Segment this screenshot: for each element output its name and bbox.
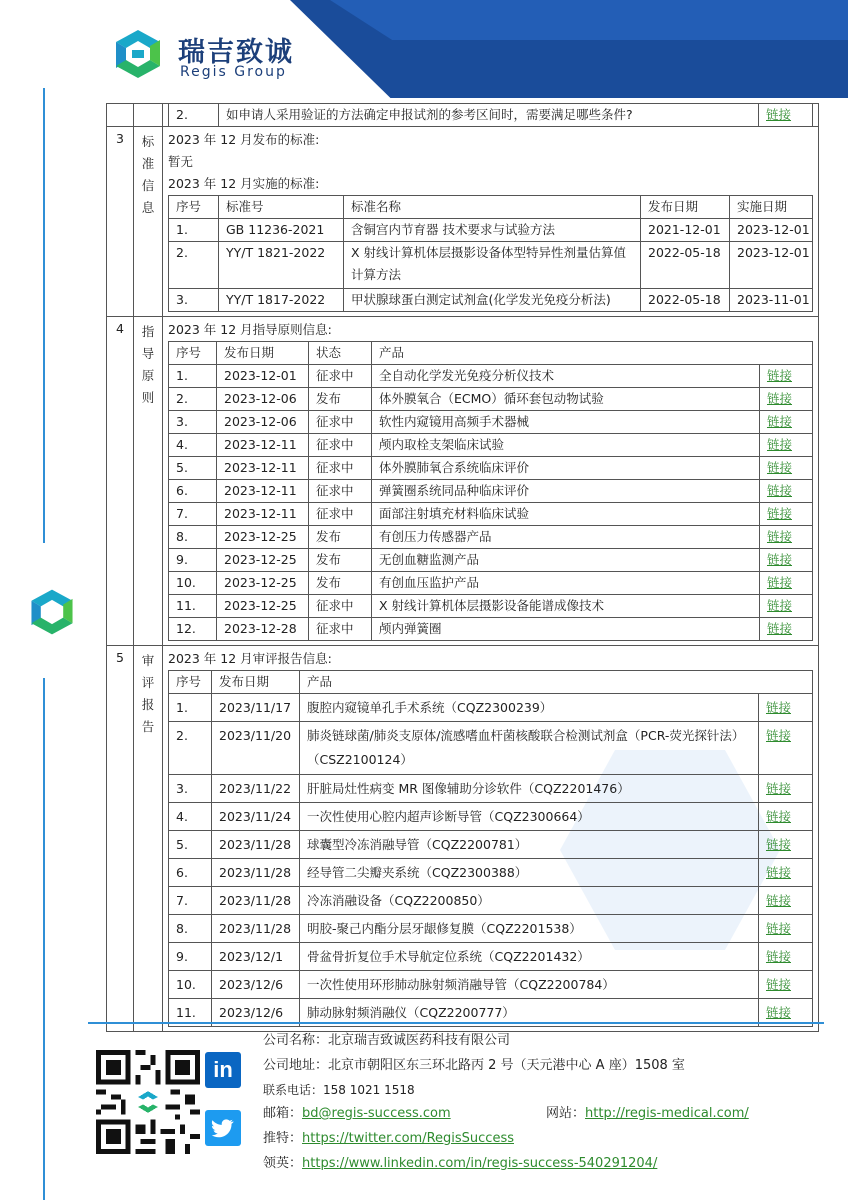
section-review-reports	[107, 646, 819, 1032]
guideline-link[interactable]: 链接	[766, 437, 792, 452]
table-row: 2. YY/T 1821-2022 X 射线计算机体层摄影设备体型特异性剂量估算值计算方法 2022-05-18 2023-12-01	[169, 242, 813, 289]
twitter-label: 推特：	[263, 1131, 303, 1146]
email-label: 邮箱：	[263, 1106, 303, 1121]
table-row: 1. GB 11236-2021 含铜宫内节育器 技术要求与试验方法 2021-12-01 2023-12-01	[169, 219, 813, 242]
table-row: 4. 2023-12-11 征求中 颅内取栓支架临床试验 链接	[169, 434, 813, 457]
table-row: 10. 2023/12/6 一次性使用环形肺动脉射频消融导管（CQZ2200784） 链接	[169, 971, 813, 999]
table-row: 8. 2023/11/28 明胶-聚己内酯分层牙龈修复膜（CQZ2201538） 链接	[169, 915, 813, 943]
guideline-link[interactable]: 链接	[766, 598, 792, 613]
table-row: 1. 2023-12-01 征求中 全自动化学发光免疫分析仪技术 链接	[169, 365, 813, 388]
table-row: 11. 2023-12-25 征求中 X 射线计算机体层摄影设备能谱成像技术 链接	[169, 595, 813, 618]
table-row: 10. 2023-12-25 发布 有创血压监护产品 链接	[169, 572, 813, 595]
guideline-link[interactable]: 链接	[766, 552, 792, 567]
table-row: 1. 2023/11/17 腹腔内窥镜单孔手术系统（CQZ2300239） 链接	[169, 694, 813, 722]
table-header: 序号 发布日期 状态 产品	[169, 342, 813, 365]
published-title: 2023 年 12 月发布的标准:	[168, 132, 320, 147]
report-link[interactable]: 链接	[765, 837, 791, 852]
table-row: 3. YY/T 1817-2022 甲状腺球蛋白测定试剂盒(化学发光免疫分析法) 2022-05-18 2023-11-01	[169, 289, 813, 312]
section-category: 审 评 报 告	[134, 646, 163, 1032]
brand-name-en: Regis Group	[180, 64, 287, 80]
table-header: 序号 发布日期 产品	[169, 671, 813, 694]
guidelines-table	[168, 341, 813, 641]
brand-name-cn: 瑞吉致诚	[178, 37, 294, 68]
table-row: 2. 2023-12-06 发布 体外膜氧合（ECMO）循环套包动物试验 链接	[169, 388, 813, 411]
section-number: 4	[107, 317, 134, 646]
guideline-link[interactable]: 链接	[766, 529, 792, 544]
table-row: 3. 2023-12-06 征求中 软性内窥镜用高频手术器械 链接	[169, 411, 813, 434]
question-text: 如申请人采用验证的方法确定申报试剂的参考区间时，需要满足哪些条件?	[219, 104, 759, 126]
guideline-link[interactable]: 链接	[766, 575, 792, 590]
table-header: 序号 标准号 标准名称 发布日期 实施日期	[169, 196, 813, 219]
table-row: 2. 2023/11/20 肺炎链球菌/肺炎支原体/流感嗜血杆菌核酸联合检测试剂盒（PCR-荧光探针法）（CSZ2100124） 链接	[169, 722, 813, 775]
guideline-link[interactable]: 链接	[766, 368, 792, 383]
section-standards	[107, 127, 819, 317]
company-address: 公司地址：北京市朝阳区东三环北路丙 2 号（天元港中心 A 座）1508 室	[263, 1058, 685, 1073]
report-link[interactable]: 链接	[765, 977, 791, 992]
linkedin-label: 领英：	[263, 1156, 303, 1171]
report-link[interactable]: 链接	[765, 700, 791, 715]
section-number: 3	[107, 127, 134, 317]
guideline-link[interactable]: 链接	[766, 483, 792, 498]
section-category: 标 准 信 息	[134, 127, 163, 317]
site-label: 网站：	[546, 1106, 586, 1121]
continuation-row	[107, 104, 819, 127]
report-link[interactable]: 链接	[765, 809, 791, 824]
report-link[interactable]: 链接	[765, 865, 791, 880]
report-link[interactable]: 链接	[765, 893, 791, 908]
table-row: 6. 2023-12-11 征求中 弹簧圈系统同品种临床评价 链接	[169, 480, 813, 503]
published-none: 暂无	[168, 154, 194, 169]
table-row: 5. 2023-12-11 征求中 体外膜肺氧合系统临床评价 链接	[169, 457, 813, 480]
side-logo-icon	[24, 584, 80, 640]
table-row: 3. 2023/11/22 肝脏局灶性病变 MR 图像辅助分诊软件（CQZ2201476） 链接	[169, 775, 813, 803]
contact-linkedin-row	[263, 1153, 657, 1175]
guidelines-title: 2023 年 12 月指导原则信息:	[168, 322, 332, 337]
regis-logo-icon	[108, 24, 168, 84]
linkedin-icon[interactable]: in	[205, 1052, 241, 1088]
section-category: 指 导 原 则	[134, 317, 163, 646]
row-index: 2.	[169, 104, 219, 126]
table-row: 11. 2023/12/6 肺动脉射频消融仪（CQZ2200777） 链接	[169, 999, 813, 1027]
twitter-link[interactable]: https://twitter.com/RegisSuccess	[302, 1131, 514, 1146]
guideline-link[interactable]: 链接	[766, 621, 792, 636]
table-row: 6. 2023/11/28 经导管二尖瓣夹系统（CQZ2300388） 链接	[169, 859, 813, 887]
contact-site-row	[546, 1103, 749, 1125]
table-row: 7. 2023-12-11 征求中 面部注射填充材料临床试验 链接	[169, 503, 813, 526]
side-line-bottom	[43, 678, 45, 1200]
continuation-table	[168, 104, 813, 126]
footer-divider	[88, 1022, 824, 1024]
guideline-link[interactable]: 链接	[766, 391, 792, 406]
report-link[interactable]: 链接	[765, 949, 791, 964]
twitter-icon[interactable]	[205, 1110, 241, 1146]
table-row: 12. 2023-12-28 征求中 颅内弹簧圈 链接	[169, 618, 813, 641]
email-link[interactable]: bd@regis-success.com	[302, 1106, 451, 1121]
contact-twitter-row	[263, 1128, 514, 1150]
reports-table	[168, 670, 813, 1027]
header-band-accent	[330, 0, 848, 40]
report-link[interactable]: 链接	[765, 1005, 791, 1020]
table-row: 5. 2023/11/28 球囊型冷冻消融导管（CQZ2200781） 链接	[169, 831, 813, 859]
outer-table	[106, 103, 819, 1032]
linkedin-link[interactable]: https://www.linkedin.com/in/regis-success-540291204/	[302, 1156, 658, 1171]
standards-table	[168, 195, 813, 312]
report-link[interactable]: 链接	[765, 781, 791, 796]
question-link[interactable]: 链接	[766, 107, 792, 122]
implemented-title: 2023 年 12 月实施的标准:	[168, 176, 320, 191]
table-row: 7. 2023/11/28 冷冻消融设备（CQZ2200850） 链接	[169, 887, 813, 915]
table-row: 9. 2023-12-25 发布 无创血糖监测产品 链接	[169, 549, 813, 572]
report-link[interactable]: 链接	[765, 921, 791, 936]
table-row: 4. 2023/11/24 一次性使用心腔内超声诊断导管（CQZ2300664） 链接	[169, 803, 813, 831]
section-number: 5	[107, 646, 134, 1032]
guideline-link[interactable]: 链接	[766, 414, 792, 429]
reports-title: 2023 年 12 月审评报告信息:	[168, 651, 332, 666]
section-guidelines	[107, 317, 819, 646]
website-link[interactable]: http://regis-medical.com/	[585, 1106, 749, 1121]
company-phone: 联系电话：158 1021 1518	[263, 1083, 415, 1097]
report-link[interactable]: 链接	[765, 728, 791, 743]
content-table-wrapper	[106, 103, 819, 1032]
qr-code-icon	[96, 1050, 200, 1154]
guideline-link[interactable]: 链接	[766, 506, 792, 521]
contact-email-row	[263, 1103, 451, 1125]
table-row: 8. 2023-12-25 发布 有创压力传感器产品 链接	[169, 526, 813, 549]
table-row: 9. 2023/12/1 骨盆骨折复位手术导航定位系统（CQZ2201432） 链接	[169, 943, 813, 971]
guideline-link[interactable]: 链接	[766, 460, 792, 475]
company-name: 公司名称：北京瑞吉致诚医药科技有限公司	[263, 1033, 511, 1048]
side-line-top	[43, 88, 45, 543]
